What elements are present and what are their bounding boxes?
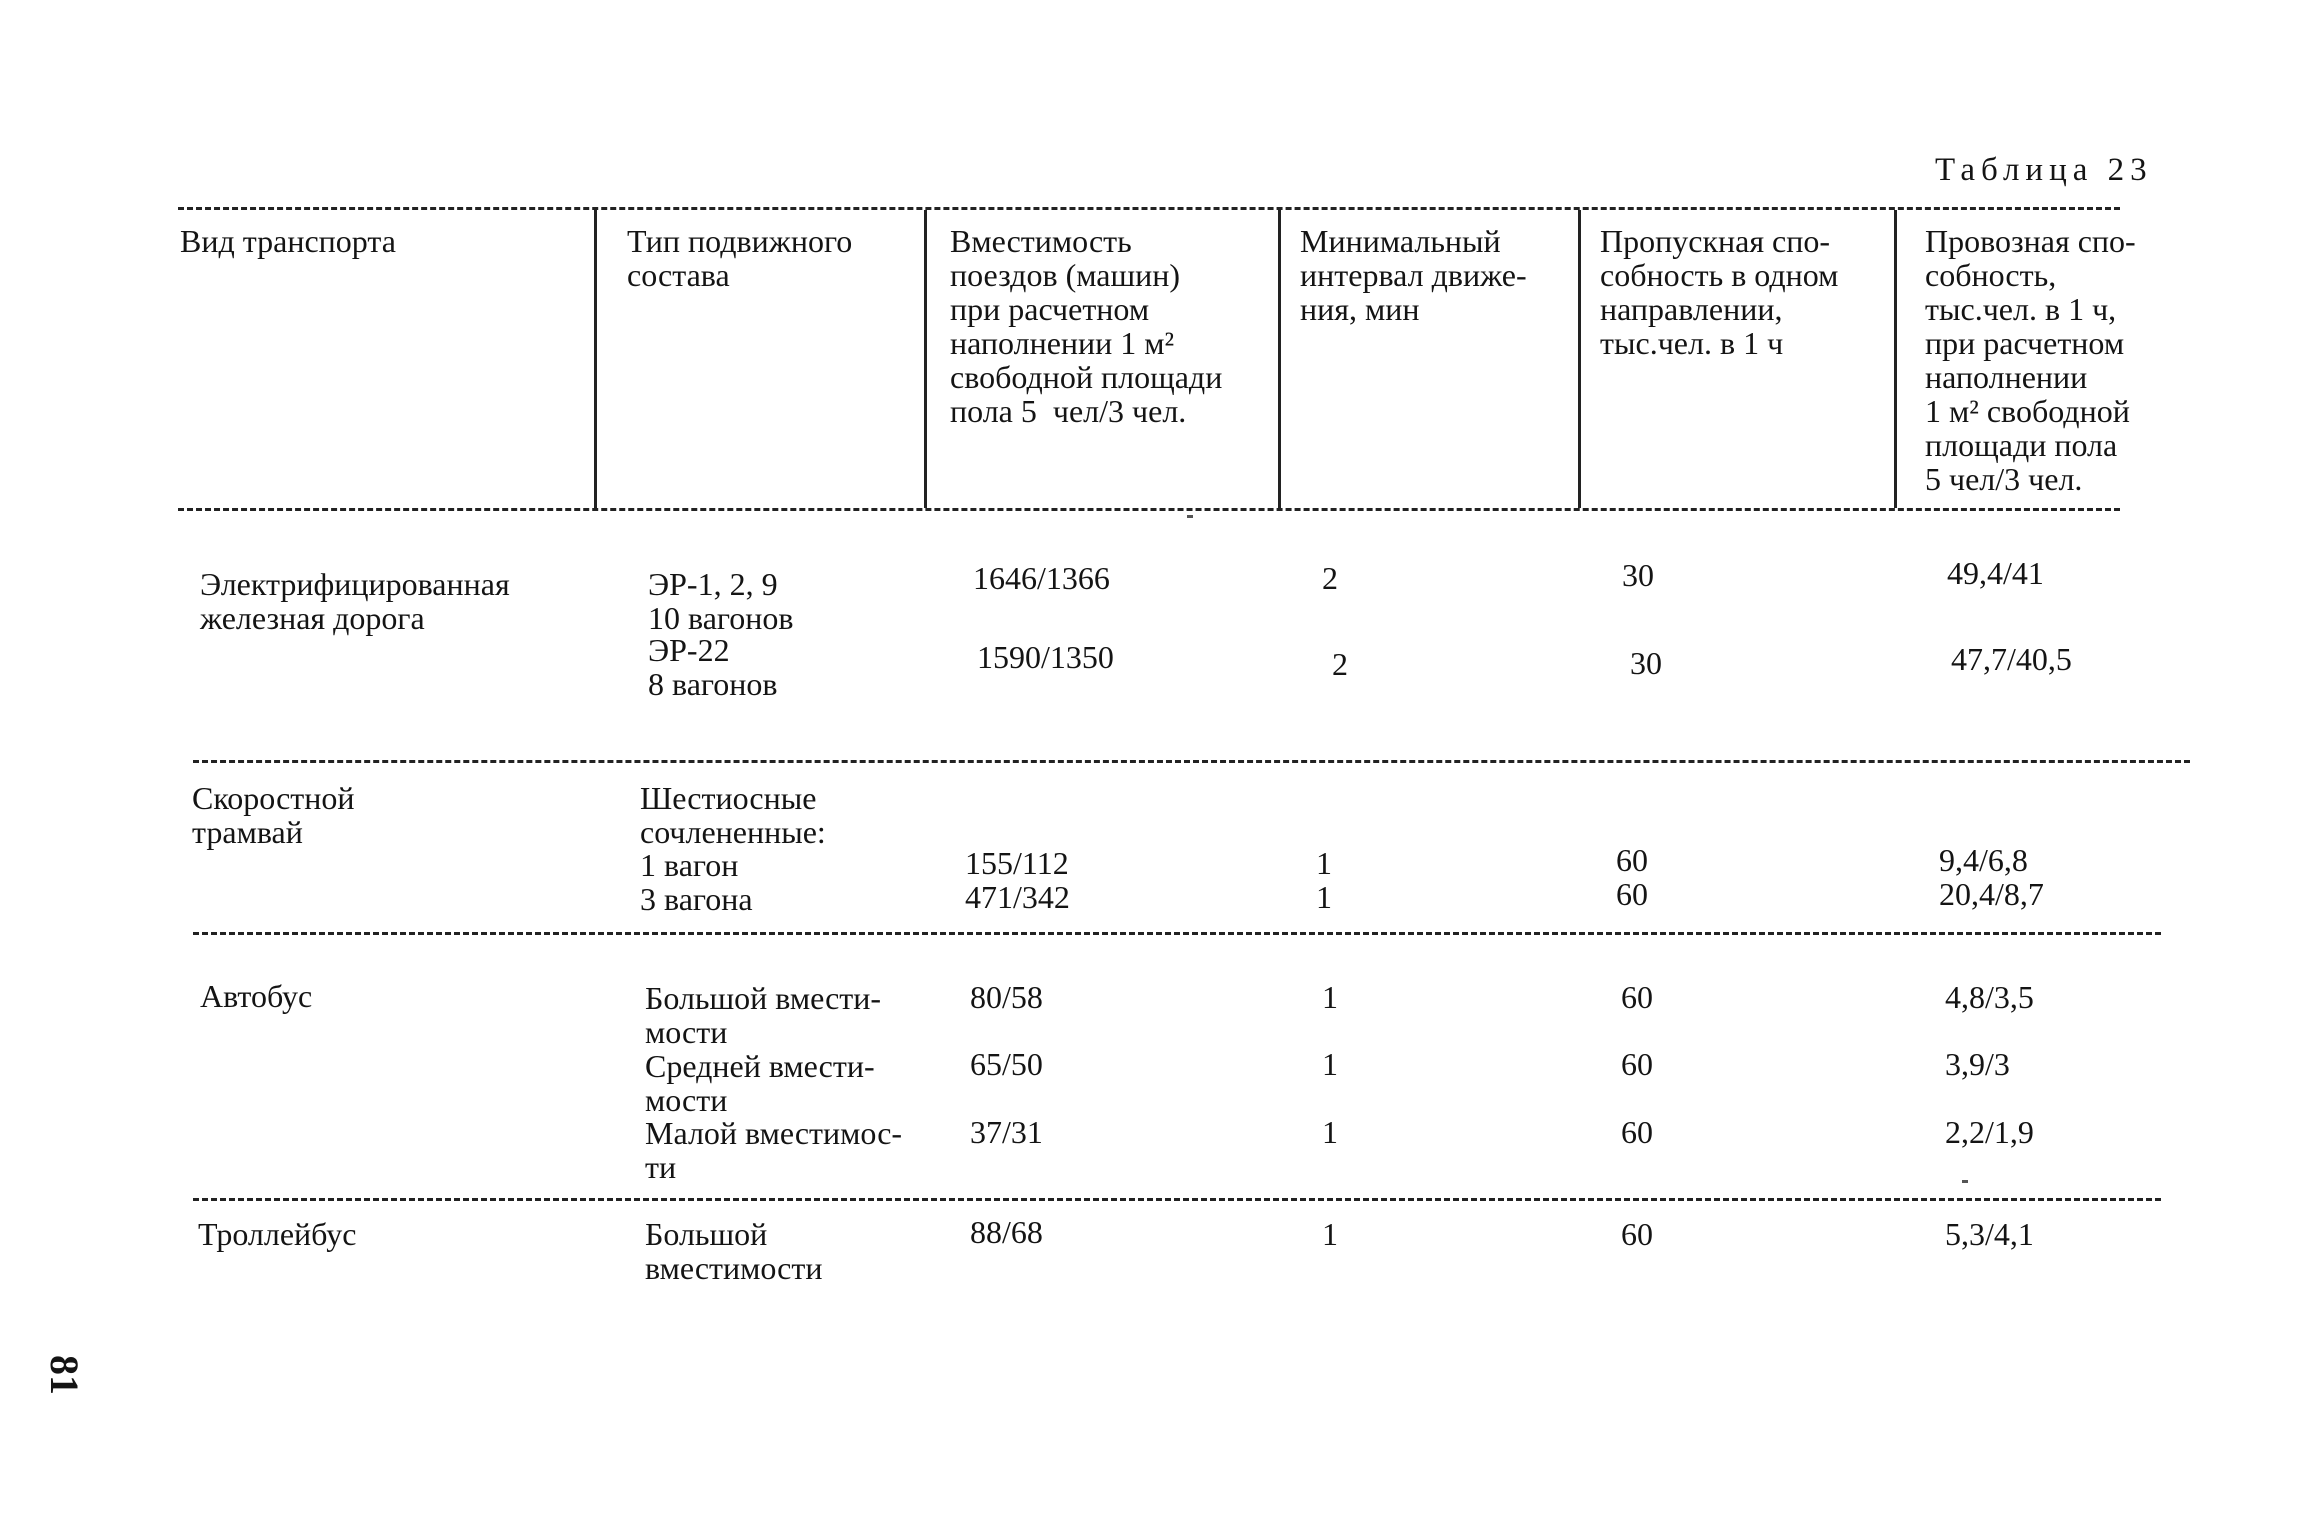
column-separator	[1578, 210, 1581, 508]
row-throughput: 60	[1616, 876, 1648, 912]
header-bottom-rule	[178, 508, 2120, 511]
group-name-railway: Электрифицированная железная дорога	[200, 566, 510, 636]
row-type: 1 вагон	[640, 847, 739, 883]
row-interval: 1	[1322, 1046, 1338, 1082]
row-capacity: 155/112	[965, 845, 1069, 881]
group-separator	[193, 1198, 2161, 1201]
row-throughput: 60	[1616, 842, 1648, 878]
row-interval: 1	[1316, 845, 1332, 881]
group-name-bus: Автобус	[200, 978, 313, 1014]
row-type: Большой вместимости	[645, 1216, 823, 1286]
row-capacity: 1646/1366	[973, 560, 1110, 596]
group-separator	[193, 932, 2161, 935]
row-capacity: 37/31	[970, 1114, 1043, 1150]
group-name-speed-tram: Скоростной трамвай	[192, 780, 355, 850]
row-carrying: 47,7/40,5	[1951, 641, 2072, 677]
row-carrying: 5,3/4,1	[1945, 1216, 2034, 1252]
header-capacity: Вместимость поездов (машин) при расчетном наполнении 1 м² свободной площади пола 5 чел/3 чел.	[950, 223, 1223, 429]
row-throughput: 30	[1630, 645, 1662, 681]
column-separator	[1894, 210, 1897, 508]
table-caption: Таблица 23	[1935, 152, 2153, 188]
row-capacity: 80/58	[970, 979, 1043, 1015]
row-throughput: 60	[1621, 1216, 1653, 1252]
row-type: Средней вмести- мости	[645, 1048, 875, 1118]
row-type: ЭР-1, 2, 9 10 вагонов	[648, 566, 794, 636]
group-separator	[193, 760, 2190, 763]
row-carrying: 4,8/3,5	[1945, 979, 2034, 1015]
row-interval: 2	[1322, 560, 1338, 596]
row-capacity: 471/342	[965, 879, 1070, 915]
print-speck	[1962, 1180, 1968, 1183]
row-throughput: 60	[1621, 1046, 1653, 1082]
header-transport-kind: Вид транспорта	[180, 223, 396, 259]
header-top-rule	[178, 207, 2120, 210]
row-interval: 1	[1316, 879, 1332, 915]
column-separator	[924, 210, 927, 508]
row-interval: 1	[1322, 1114, 1338, 1150]
row-throughput: 60	[1621, 979, 1653, 1015]
row-capacity: 65/50	[970, 1046, 1043, 1082]
column-separator	[1278, 210, 1281, 508]
row-carrying: 20,4/8,7	[1939, 876, 2044, 912]
row-interval: 1	[1322, 1216, 1338, 1252]
row-type: ЭР-22 8 вагонов	[648, 632, 778, 702]
row-type: Большой вмести- мости	[645, 980, 882, 1050]
row-capacity: 88/68	[970, 1214, 1043, 1250]
row-interval: 2	[1332, 646, 1348, 682]
row-type: Малой вместимос- ти	[645, 1115, 903, 1185]
row-carrying: 2,2/1,9	[1945, 1114, 2034, 1150]
row-type: 3 вагона	[640, 881, 753, 917]
group-subheader: Шестиосные сочлененные:	[640, 780, 826, 850]
row-throughput: 60	[1621, 1114, 1653, 1150]
header-min-interval: Минимальный интервал движе- ния, мин	[1300, 223, 1527, 327]
group-name-trolleybus: Троллейбус	[198, 1216, 357, 1252]
row-carrying: 3,9/3	[1945, 1046, 2010, 1082]
row-carrying: 9,4/6,8	[1939, 842, 2028, 878]
row-interval: 1	[1322, 979, 1338, 1015]
header-carrying-capacity: Провозная спо- собность, тыс.чел. в 1 ч, при расчетном наполнении 1 м² свободной площади пола 5 чел/3 чел.	[1925, 223, 2136, 497]
row-carrying: 49,4/41	[1947, 555, 2044, 591]
row-capacity: 1590/1350	[977, 639, 1114, 675]
column-separator	[594, 210, 597, 508]
row-throughput: 30	[1622, 557, 1654, 593]
page-number: 81	[42, 1355, 87, 1395]
header-throughput: Пропускная спо- собность в одном направлении, тыс.чел. в 1 ч	[1600, 223, 1839, 361]
print-speck	[1187, 515, 1193, 518]
header-rolling-stock: Тип подвижного состава	[627, 223, 853, 293]
